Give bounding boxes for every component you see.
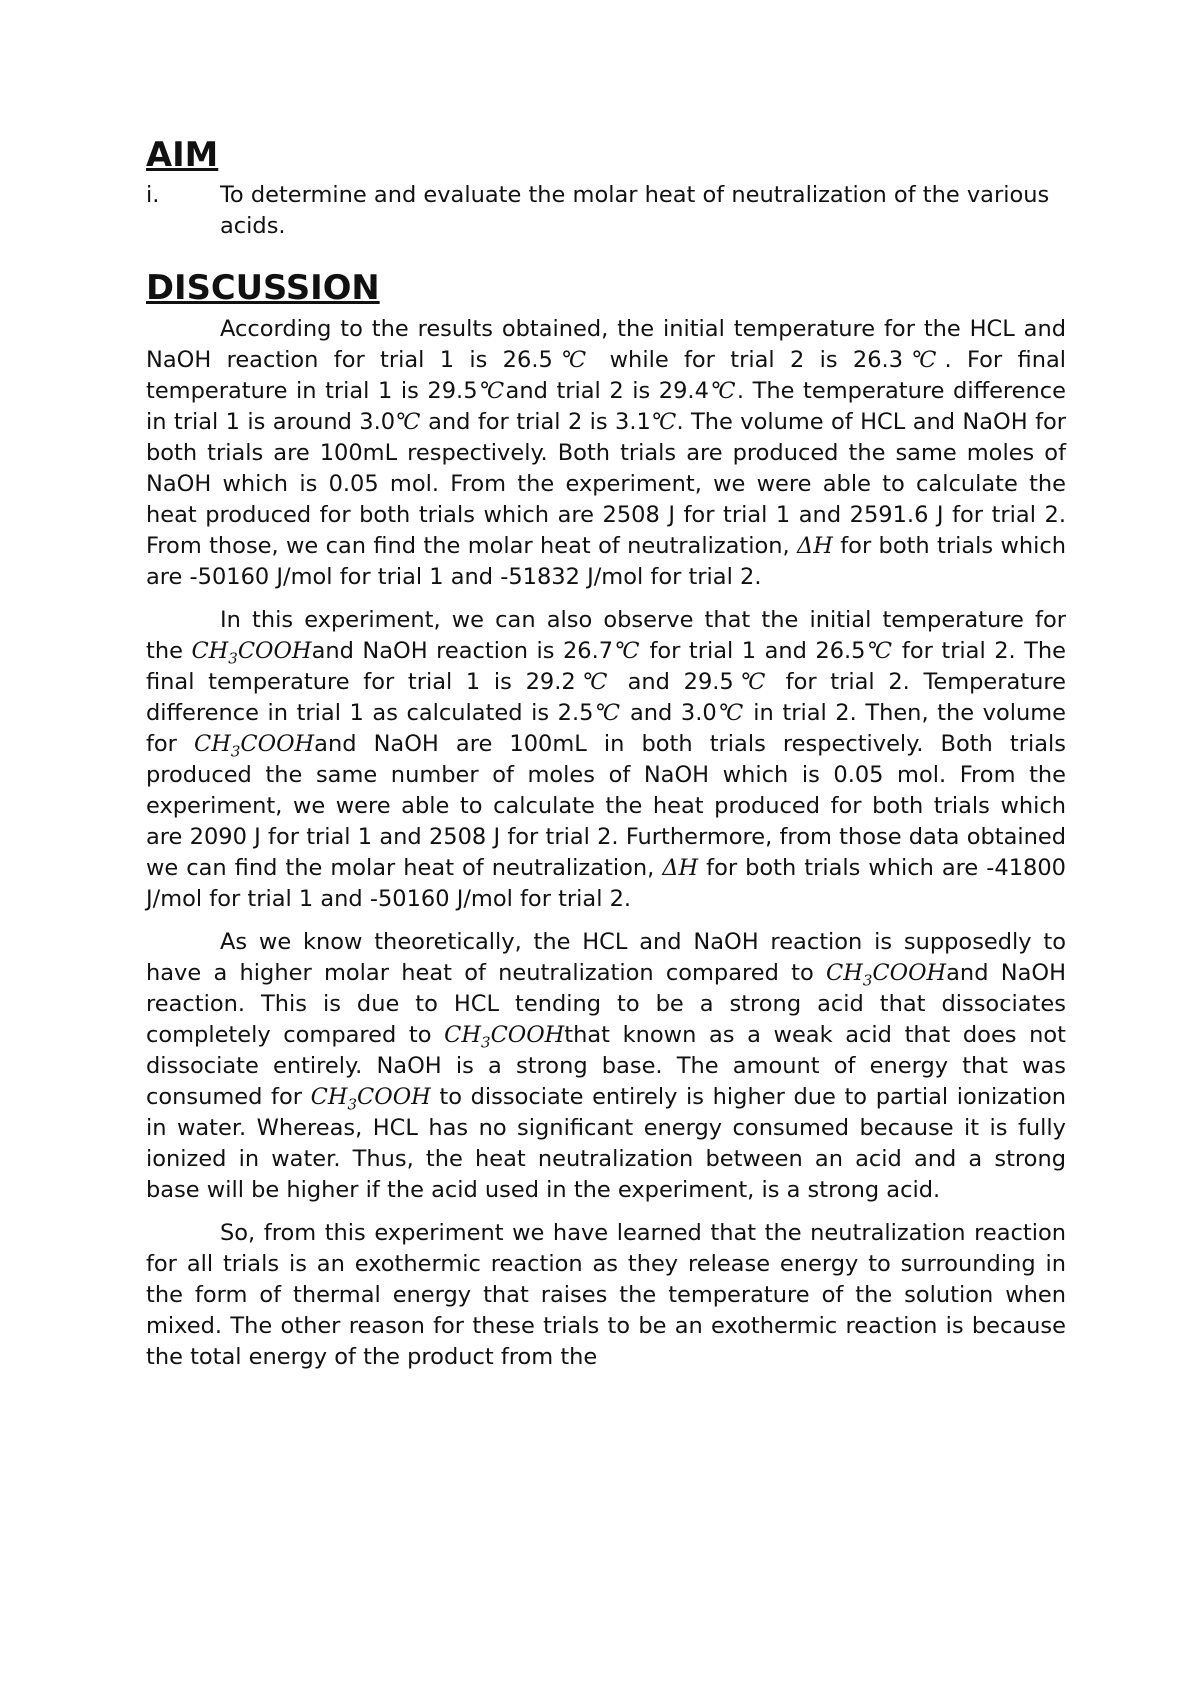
formula-subscript: 3 (862, 971, 873, 990)
acetic-acid-formula (444, 1022, 565, 1052)
text-run: in trial 2. Then, the volume for (146, 700, 1067, 757)
formula-part: CH (444, 1022, 482, 1048)
formula-subscript: 3 (230, 742, 241, 761)
discussion-heading: DISCUSSION (146, 268, 380, 307)
discussion-paragraph-4 (146, 1218, 1066, 1373)
discussion-paragraph-2 (146, 605, 1066, 915)
text-run: and for trial 2 is 3.1 (420, 409, 651, 435)
discussion-body (146, 314, 1066, 1373)
degree-celsius-symbol: ℃ (650, 409, 677, 435)
text-run: for trial 1 and 26.5 (640, 638, 866, 664)
formula-part: CH (191, 638, 229, 664)
text-run: for both trials which are -41800 J/mol for trial 1 and -50160 J/mol for trial 2. (146, 855, 1066, 912)
formula-subscript: 3 (481, 1033, 491, 1052)
degree-celsius-symbol: ℃ (708, 378, 737, 404)
formula-part: CH (310, 1084, 348, 1110)
aim-heading: AIM (146, 135, 219, 174)
acetic-acid-formula (310, 1084, 431, 1114)
formula-part: COOH (490, 1022, 565, 1048)
formula-part: COOH (240, 731, 315, 757)
degree-celsius-symbol: ℃ (716, 700, 745, 726)
acetic-acid-formula (194, 731, 315, 761)
degree-celsius-symbol: ℃ (903, 347, 945, 373)
text-run: for both trials which are -50160 J/mol for trial 1 and -51832 J/mol for trial 2. (146, 533, 1066, 590)
text-run: for trial 2. The final temperature for trial 1 is 29.2 (146, 638, 1067, 695)
aim-item-text: To determine and evaluate the molar heat of neutralization of the various acids. (220, 182, 1050, 239)
text-run: In this experiment, we can also observe that the initial temperature for the (146, 607, 1066, 664)
degree-celsius-symbol: ℃ (477, 378, 506, 404)
text-run: and 3.0 (621, 700, 717, 726)
document-page (146, 135, 1067, 1373)
text-run: As we know theoretically, the HCL and NaOH reaction is supposedly to have a higher molar heat of neutralization compared to (146, 929, 1066, 986)
degree-celsius-symbol: ℃ (593, 700, 622, 726)
degree-celsius-symbol: ℃ (613, 638, 641, 664)
delta-h-symbol: ΔH (797, 533, 833, 559)
text-run: while for trial 2 is 26.3 (594, 347, 904, 373)
aim-list-item (146, 180, 1066, 242)
discussion-section (146, 268, 1067, 1373)
text-run: and trial 2 is 29.4 (505, 378, 709, 404)
text-run: and 29.5 (613, 669, 734, 695)
formula-part: CH (194, 731, 231, 757)
degree-celsius-symbol: ℃ (395, 409, 421, 435)
text-run: and NaOH are 100mL in both trials respectively. Both trials produced the same number of moles of NaOH which is 0.05 mol. From the experiment, we were able to calculate the heat produced for both trials which are 2090 J for trial 1 and 2508 J for trial 2. Furthermore, from those data obtained we can find the molar heat of neutralization, (146, 731, 1066, 881)
degree-celsius-symbol: ℃ (865, 638, 894, 664)
text-run: for trial 2. Temperature difference in trial 1 as calculated is 2.5 (146, 669, 1066, 726)
text-run: and NaOH reaction is 26.7 (311, 638, 614, 664)
degree-celsius-symbol: ℃ (733, 669, 772, 695)
formula-part: COOH (357, 1084, 431, 1110)
text-run: to dissociate entirely is higher due to partial ionization in water. Whereas, HCL has no significant energy consumed because it is fully ionized in water. Thus, the heat neutralization between an acid and a strong base will be higher if the acid used in the experiment, is a strong acid. (146, 1084, 1066, 1203)
text-run: So, from this experiment we have learned that the neutralization reaction for all trials is an exothermic reaction as they release energy to surrounding in the form of thermal energy that raises the temperature of the solution when mixed. The other reason for these trials to be an exothermic reaction is because the total energy of the product from the (146, 1220, 1066, 1370)
formula-subscript: 3 (228, 649, 238, 668)
formula-subscript: 3 (347, 1095, 358, 1114)
discussion-paragraph-3 (146, 927, 1066, 1206)
formula-part: CH (826, 960, 863, 986)
acetic-acid-formula (826, 960, 947, 990)
text-run: . The volume of HCL and NaOH for both trials are 100mL respectively. Both trials are produced the same moles of NaOH which is 0.05 mol. From the experiment, we were able to calculate the heat produced for both trials which are 2508 J for trial 1 and 2591.6 J for trial 2. From those, we can find the molar heat of neutralization, (146, 409, 1067, 559)
delta-h-symbol: ΔH (662, 855, 699, 881)
discussion-paragraph-1 (146, 314, 1066, 593)
text-run: and NaOH reaction. This is due to HCL tending to be a strong acid that dissociates completely compared to (146, 960, 1066, 1048)
degree-celsius-symbol: ℃ (552, 347, 595, 373)
degree-celsius-symbol: ℃ (575, 669, 614, 695)
acetic-acid-formula (191, 638, 312, 668)
aim-item-number: i. (146, 182, 160, 208)
text-run: . The temperature difference in trial 1 is around 3.0 (146, 378, 1067, 435)
aim-section (146, 135, 1066, 242)
text-run: that known as a weak acid that does not dissociate entirely. NaOH is a strong base. The amount of energy that was consumed for (146, 1022, 1066, 1110)
text-run: According to the results obtained, the initial temperature for the HCL and NaOH reaction for trial 1 is 26.5 (146, 316, 1066, 373)
text-run: . For final temperature in trial 1 is 29.5 (146, 347, 1066, 404)
formula-part: COOH (872, 960, 947, 986)
formula-part: COOH (237, 638, 312, 664)
